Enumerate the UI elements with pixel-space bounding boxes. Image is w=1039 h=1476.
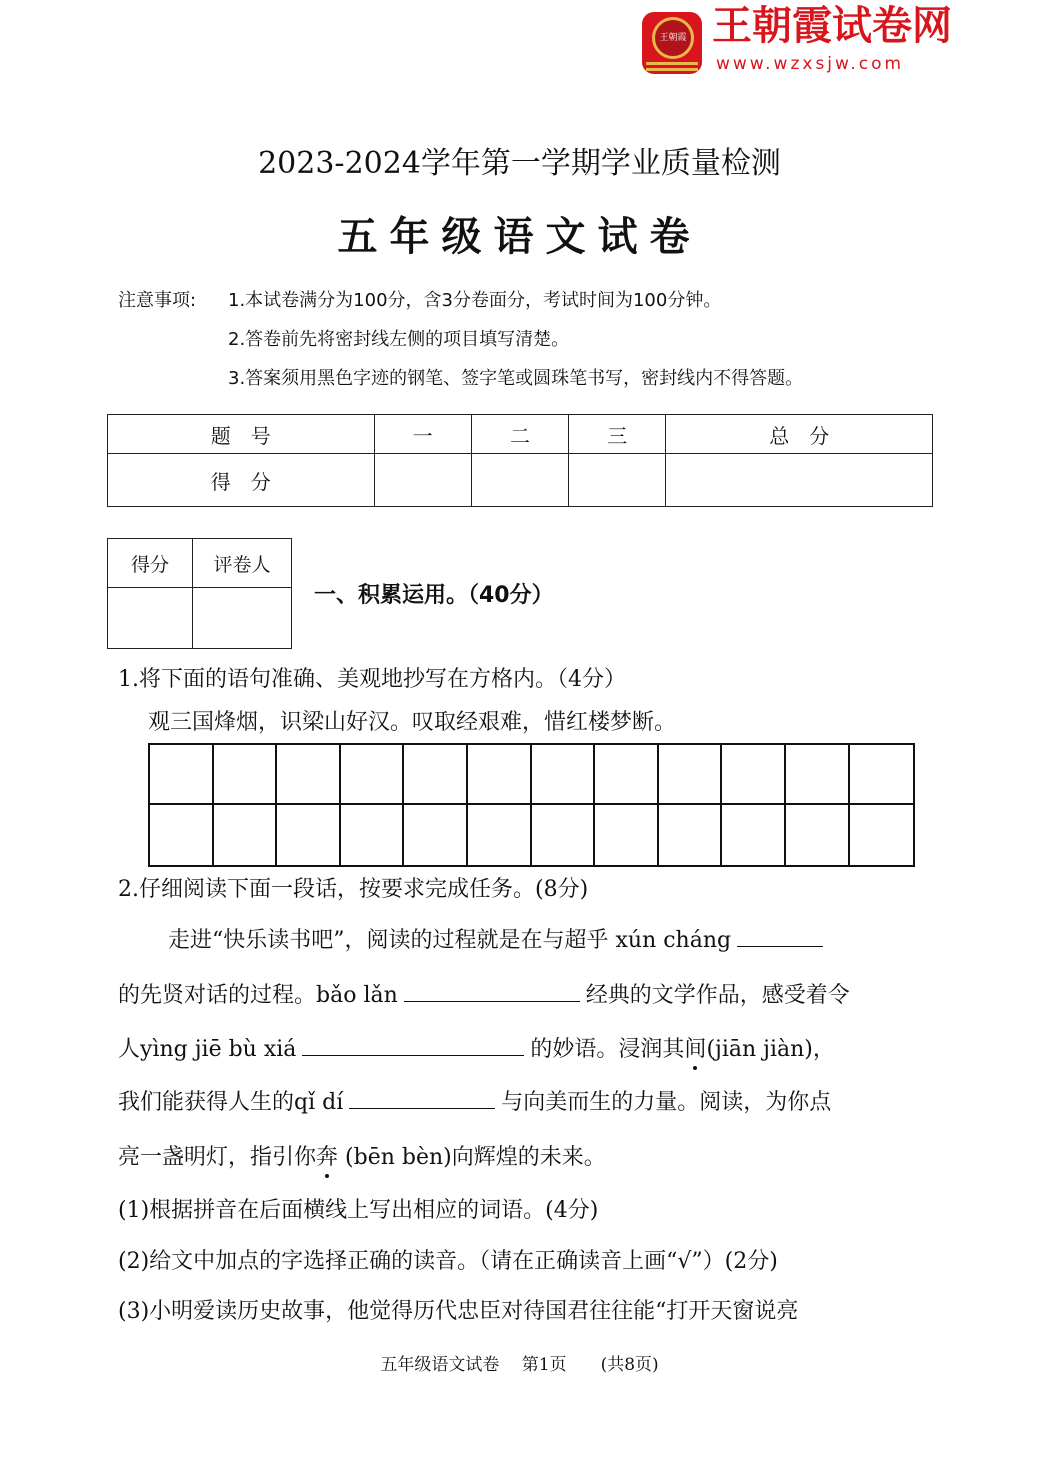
grader-cell[interactable]: [193, 588, 292, 649]
question-1-prompt: 1.将下面的语句准确、美观地抄写在方格内。（4分）: [118, 667, 626, 692]
writing-grid[interactable]: [148, 743, 915, 867]
logo-badge-icon: [642, 12, 702, 74]
passage-line: 人yìng jiē bù xiá 的妙语。浸润其间(jiān jiàn)，: [118, 1037, 835, 1062]
score-table: [107, 414, 933, 507]
logo-medal: 王朝霞: [652, 17, 694, 59]
logo-text: 王朝霞试卷网: [712, 3, 952, 49]
task-item: (3)小明爱读历史故事，他觉得历代忠臣对待国君往往能“打开天窗说亮: [118, 1299, 799, 1324]
note-item: 1.本试卷满分为100分，含3分卷面分，考试时间为100分钟。: [228, 290, 722, 311]
answer-blank[interactable]: [737, 928, 823, 947]
task-item: (1)根据拼音在后面横线上写出相应的词语。(4分): [118, 1198, 599, 1223]
score-header: 三: [569, 415, 666, 454]
exam-subtitle: 2023-2024学年第一学期学业质量检测: [258, 146, 781, 181]
logo-url: www.wzxsjw.com: [716, 54, 905, 74]
note-item: 3.答案须用黑色字迹的钢笔、签字笔或圆珠笔书写，密封线内不得答题。: [228, 368, 804, 389]
passage-line: 亮一盏明灯，指引你奔 (bēn bèn)向辉煌的未来。: [118, 1145, 606, 1170]
score-header: 一: [374, 415, 471, 454]
note-item: 2.答卷前先将密封线左侧的项目填写清楚。: [228, 329, 570, 350]
section-title: 一、积累运用。（40分）: [314, 583, 554, 608]
score-row-label: 得 分: [108, 454, 375, 507]
question-1-sentence: 观三国烽烟，识梁山好汉。叹取经艰难，惜红楼梦断。: [148, 710, 677, 735]
passage-line: 的先贤对话的过程。bǎo lǎn 经典的文学作品，感受着令: [118, 983, 850, 1008]
score-cell[interactable]: [569, 454, 666, 507]
grader-cell[interactable]: [108, 588, 193, 649]
exam-title: 五年级语文试卷: [337, 214, 702, 260]
score-cell[interactable]: [471, 454, 568, 507]
score-cell[interactable]: [374, 454, 471, 507]
score-header: 二: [471, 415, 568, 454]
answer-blank[interactable]: [349, 1090, 495, 1109]
answer-blank[interactable]: [404, 983, 580, 1002]
grader-table: [107, 538, 292, 649]
grader-header: 得分: [108, 539, 193, 588]
score-header: 题 号: [108, 415, 375, 454]
question-2-prompt: 2.仔细阅读下面一段话，按要求完成任务。(8分): [118, 877, 589, 902]
notes-label: 注意事项:: [118, 290, 197, 311]
passage-line: 走进“快乐读书吧”，阅读的过程就是在与超乎 xún cháng: [168, 923, 829, 954]
score-cell[interactable]: [666, 454, 933, 507]
passage-line: 我们能获得人生的qǐ dí 与向美而生的力量。阅读，为你点: [118, 1090, 832, 1115]
grader-header: 评卷人: [193, 539, 292, 588]
task-item: (2)给文中加点的字选择正确的读音。（请在正确读音上画“√”）(2分): [118, 1249, 778, 1274]
answer-blank[interactable]: [302, 1037, 524, 1056]
score-header: 总 分: [666, 415, 933, 454]
page-footer: 五年级语文试卷 第1页 (共8页): [380, 1355, 659, 1375]
